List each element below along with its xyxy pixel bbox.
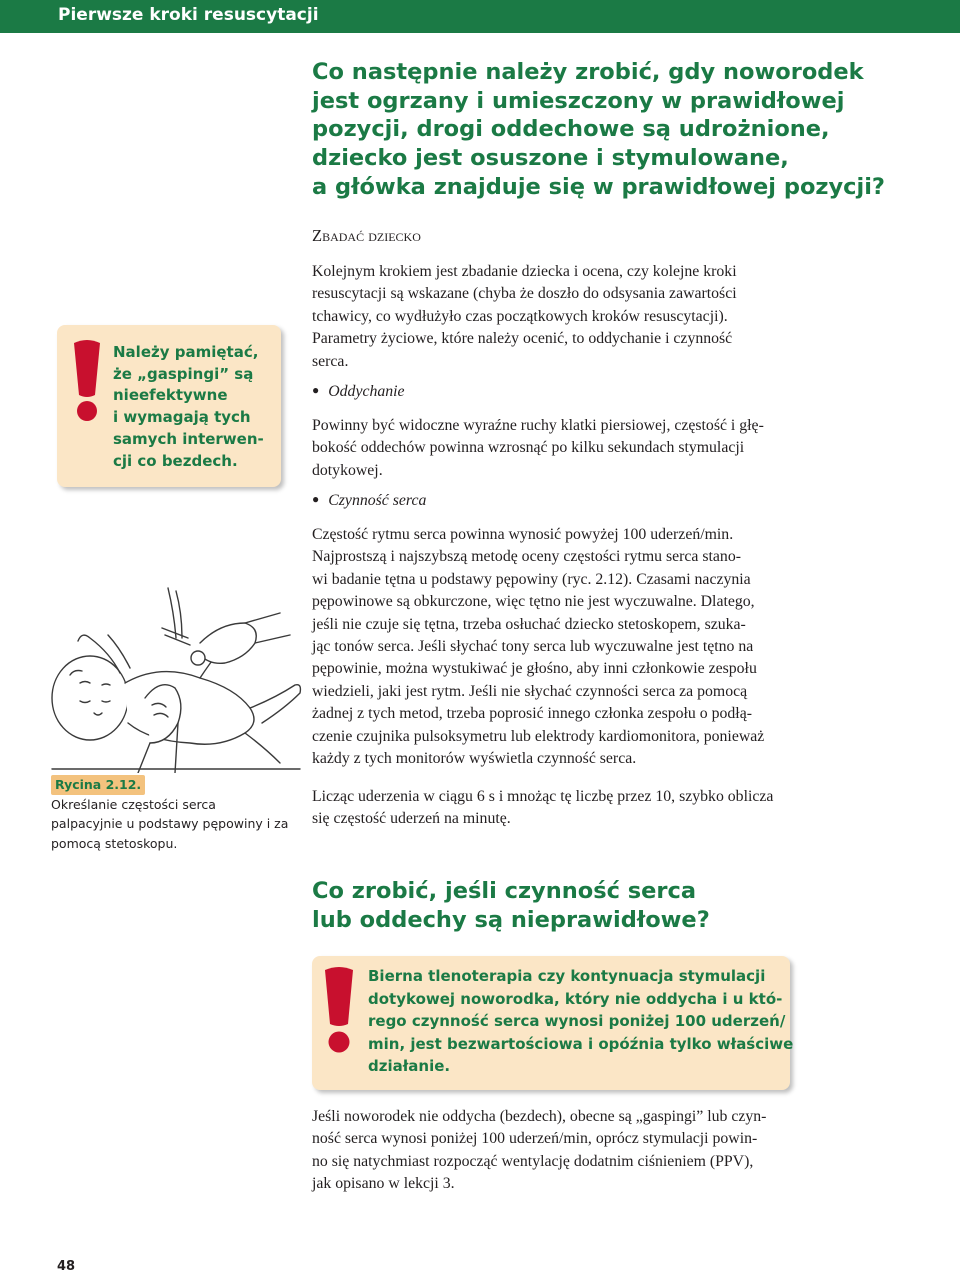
note-line: Bierna tlenoterapia czy kontynuacja stymulacji <box>368 967 766 985</box>
heading-line: lub oddechy są nieprawidłowe? <box>312 906 710 933</box>
note-line: rego czynność serca wynosi poniżej 100 uderzeń/ <box>368 1012 786 1031</box>
heading-line: jest ogrzany i umieszczony w prawidłowej <box>312 87 845 114</box>
text-line: resuscytacji są wskazane (chyba że doszło do odsysania zawartości <box>312 285 737 303</box>
heading-line: dziecko jest osuszone i stymulowane, <box>312 145 789 172</box>
note-line: Należy pamiętać, <box>113 343 259 361</box>
text-line: ność serca wynosi poniżej 100 uderzeń/min, oprócz stymulacji powin- <box>312 1130 758 1148</box>
note-line: że „gaspingi” są <box>113 364 254 383</box>
figure-caption <box>51 775 291 853</box>
intro-paragraph <box>312 261 824 373</box>
text-line: jąc tonów serca. Jeśli słychać tony serca lub wyczuwalne jest tętno na <box>312 638 754 656</box>
reminder-note <box>57 325 281 487</box>
bullet-dot-icon: ● <box>312 383 320 397</box>
text-line: Kolejnym krokiem jest zbadanie dziecka i ocena, czy kolejne kroki <box>312 263 737 280</box>
newborn-stethoscope-illustration <box>50 583 305 773</box>
text-line: każdy z tych monitorów wyświetla czynność serca. <box>312 750 637 768</box>
subheading: Zbadać dziecko <box>312 226 421 245</box>
text-line: no się natychmiast rozpocząć wentylację dodatnim ciśnieniem (PPV), <box>312 1152 754 1170</box>
section-heading <box>312 58 885 202</box>
caption-text: Określanie częstości serca <box>51 796 216 812</box>
text-line: serca. <box>312 352 349 370</box>
text-line: wiedzieli, jaki jest rytm. Jeśli nie słychać czynności serca za pomocą <box>312 682 748 700</box>
bullet-label: Oddychanie <box>328 383 405 400</box>
text-line: tchawicy, co wydłużyło czas początkowych kroków resuscytacji). <box>312 307 728 325</box>
page-number: 48 <box>57 1259 76 1274</box>
text-line: jeśli nie czuje się tętna, trzeba osłuchać dziecko stetoskopem, szuka- <box>312 615 746 633</box>
text-line: Częstość rytmu serca powinna wynosić powyżej 100 uderzeń/min. <box>312 526 734 543</box>
text-line: Najprostszą i najszybszą metodę oceny częstości rytmu serca stano- <box>312 548 741 566</box>
text-line: czenie czujnika pulsoksymetru lub elektrody kardiomonitora, ponieważ <box>312 727 765 745</box>
text-line: Licząc uderzenia w ciągu 6 s i mnożąc tę liczbę przez 10, szybko oblicza <box>312 788 774 805</box>
text-line: bokość oddechów powinna wzrosnąć po kilku sekundach stymulacji <box>312 439 745 457</box>
bullet-label: Czynność serca <box>328 492 427 509</box>
text-line: wi badanie tętna u podstawy pępowiny (ryc. 2.12). Czasami naczynia <box>312 570 751 588</box>
text-line: jak opisano w lekcji 3. <box>312 1175 455 1193</box>
heading-line: Co następnie należy zrobić, gdy noworodek <box>312 59 864 85</box>
breathing-paragraph <box>312 415 824 482</box>
chapter-title: Pierwsze kroki resuscytacji <box>58 5 319 25</box>
text-line: się częstość uderzeń na minutę. <box>312 810 511 828</box>
text-line: Powinny być widoczne wyraźne ruchy klatki piersiowej, częstość i głę- <box>312 417 764 434</box>
note-text <box>113 342 264 472</box>
count-paragraph <box>312 786 824 831</box>
caption-line: palpacyjnie u podstawy pępowiny i za <box>51 816 289 831</box>
figure-label: Rycina 2.12. <box>51 775 145 795</box>
text-line: pępowinie, można wystukiwać je głośno, aby inni członkowie zespołu <box>312 660 757 678</box>
bullet-breathing <box>312 383 405 401</box>
heading-line: pozycji, drogi oddechowe są udrożnione, <box>312 116 830 143</box>
header-bar <box>0 0 960 33</box>
warning-note <box>312 956 794 1090</box>
heading-line: a główka znajduje się w prawidłowej pozycji? <box>312 173 885 200</box>
note-line: nieefektywne <box>113 386 228 405</box>
section-heading <box>312 877 732 934</box>
text-line: Jeśli noworodek nie oddycha (bezdech), obecne są „gaspingi” lub czyn- <box>312 1108 767 1125</box>
note-text <box>368 965 793 1078</box>
exclamation-icon <box>322 966 356 1054</box>
text-line: Parametry życiowe, które należy ocenić, to oddychanie i czynność <box>312 330 733 348</box>
note-line: działanie. <box>368 1057 451 1076</box>
ppv-paragraph <box>312 1106 824 1196</box>
text-line: pępowinowe są obkurczone, więc tętno nie jest wyczuwalne. Dlatego, <box>312 593 755 611</box>
text-line: dotykowej. <box>312 461 383 479</box>
bullet-dot-icon: ● <box>312 492 320 506</box>
heading-line: Co zrobić, jeśli czynność serca <box>312 878 697 904</box>
exclamation-icon <box>71 339 103 423</box>
caption-line: pomocą stetoskopu. <box>51 835 178 851</box>
heart-paragraph <box>312 524 824 770</box>
bullet-heart <box>312 492 426 510</box>
note-line: samych interwen- <box>113 429 264 448</box>
note-line: dotykowej noworodka, który nie oddycha i u któ- <box>368 989 783 1008</box>
note-line: cji co bezdech. <box>113 451 238 470</box>
note-line: i wymagają tych <box>113 408 251 427</box>
note-line: min, jest bezwartościowa i opóźnia tylko właściwe <box>368 1034 794 1053</box>
text-line: żadnej z tych metod, trzeba poprosić innego członka zespołu o podłą- <box>312 705 752 723</box>
